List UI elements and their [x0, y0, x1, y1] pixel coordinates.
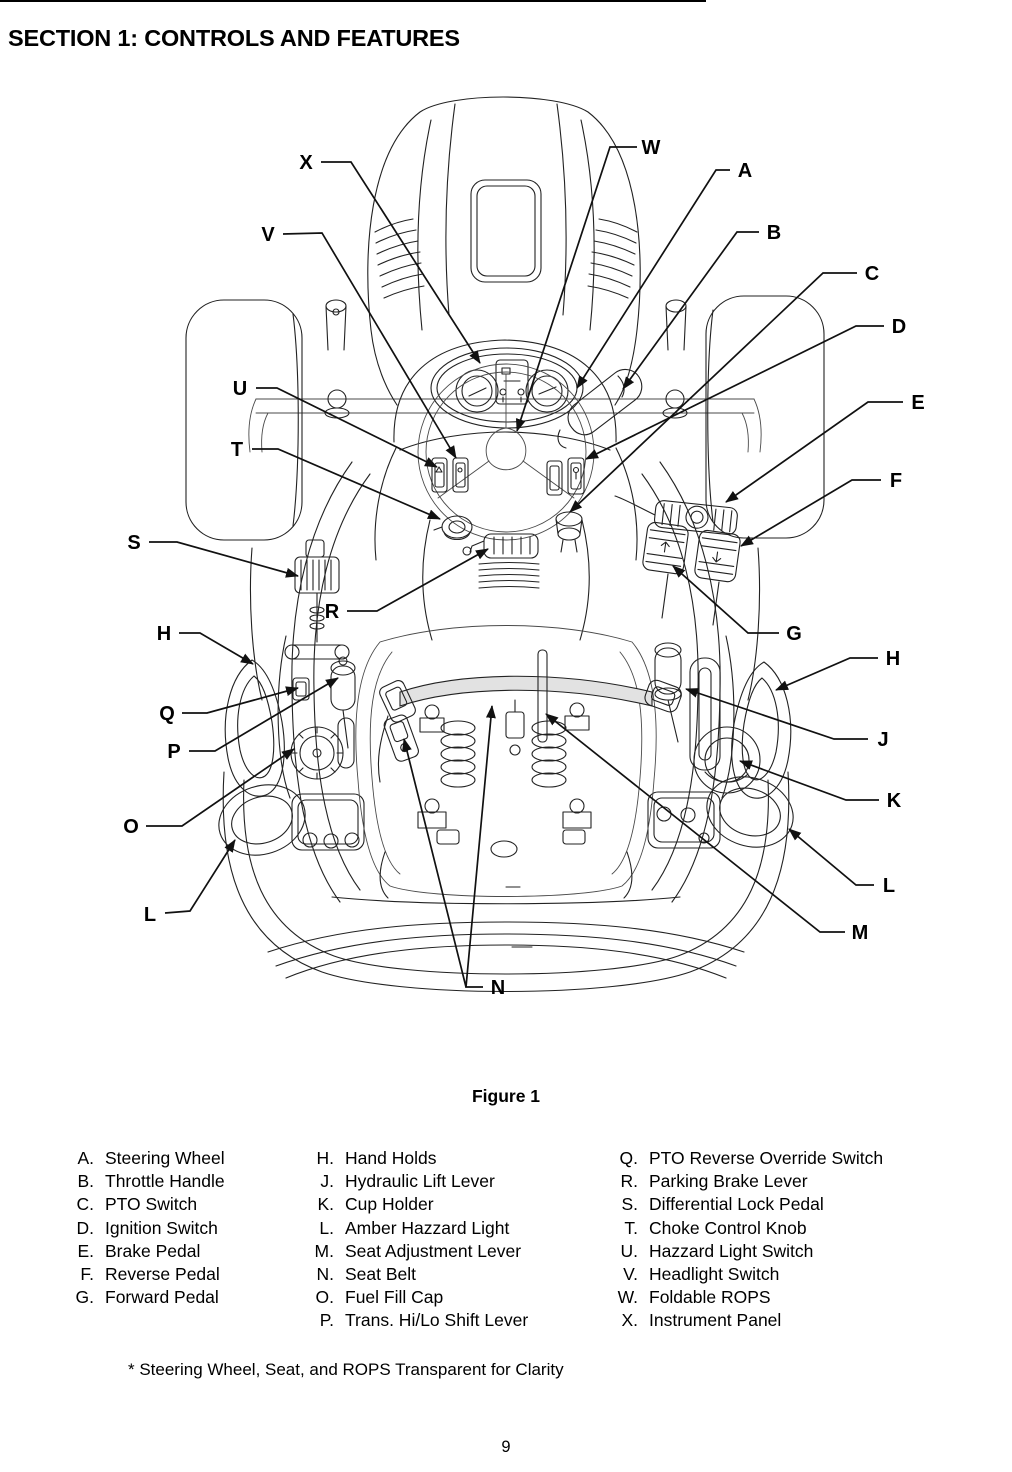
rear-deck [223, 772, 789, 992]
legend-item-N [296, 1263, 596, 1286]
legend-item-E [56, 1240, 296, 1263]
legend-letter: O. [315, 1287, 334, 1308]
legend-label: Forward Pedal [105, 1287, 219, 1308]
legend-letter: V. [623, 1264, 638, 1285]
legend-letter: F. [80, 1264, 94, 1285]
legend-item-R [600, 1170, 960, 1193]
legend-column-3 [600, 1147, 960, 1333]
legend-label: Hydraulic Lift Lever [345, 1171, 495, 1192]
legend-label: Hand Holds [345, 1148, 437, 1169]
legend-letter: U. [620, 1240, 638, 1261]
legend-letter: C. [76, 1194, 94, 1215]
callout-letter-N: N [490, 977, 506, 999]
legend-label: Seat Belt [345, 1264, 417, 1285]
legend-letter: A. [77, 1148, 94, 1169]
dash-grille [479, 563, 539, 589]
legend-item-F [56, 1263, 296, 1286]
seat-belt [378, 676, 684, 782]
legend-label: Amber Hazzard Light [345, 1217, 510, 1238]
legend-item-V [600, 1263, 960, 1286]
legend-label: Headlight Switch [649, 1264, 780, 1285]
right-foot-platform [648, 792, 720, 848]
left-rear-tire [186, 300, 302, 540]
seat-adjustment-lever [538, 650, 547, 742]
callout-leader-S [149, 542, 298, 576]
legend-letter: H. [316, 1148, 334, 1169]
legend-label: Brake Pedal [105, 1240, 201, 1261]
callout-letter-F: F [889, 470, 903, 492]
callout-letter-W: W [641, 137, 661, 159]
legend-item-B [56, 1170, 296, 1193]
left-vent [375, 219, 424, 298]
legend-letter: T. [624, 1217, 638, 1238]
seat-feet [437, 830, 585, 857]
callout-leader-L-left [165, 840, 235, 913]
legend-label: PTO Switch [105, 1194, 198, 1215]
legend-item-X [600, 1309, 960, 1332]
callout-letter-R: R [324, 601, 340, 623]
callout-letter-K: K [886, 790, 902, 812]
callout-leader-Q [182, 688, 298, 713]
callout-leader-F [741, 480, 881, 546]
reverse-pedal [694, 529, 741, 582]
legend-item-C [56, 1193, 296, 1216]
callout-letter-P: P [167, 741, 181, 763]
legend-label: Parking Brake Lever [649, 1171, 808, 1192]
rops-bar [249, 399, 761, 452]
callouts [123, 137, 924, 999]
callout-leader-H-left [179, 633, 253, 664]
legend-letter: R. [620, 1171, 638, 1192]
callout-letter-O: O [123, 816, 139, 838]
callout-letter-S: S [127, 532, 141, 554]
legend-label: Instrument Panel [649, 1310, 782, 1331]
legend-label: Trans. Hi/Lo Shift Lever [345, 1310, 529, 1331]
legend-letter: B. [77, 1171, 94, 1192]
legend-letter: Q. [619, 1148, 638, 1169]
figure-footnote: * Steering Wheel, Seat, and ROPS Transparent for Clarity [128, 1360, 564, 1379]
callout-leader-E [726, 402, 903, 502]
differential-lock-pedal [285, 540, 349, 659]
center-display [496, 360, 528, 404]
legend-label: Throttle Handle [105, 1171, 225, 1192]
legend-label: Hazzard Light Switch [649, 1240, 814, 1261]
callout-letter-Q: Q [159, 703, 175, 725]
callout-letter-C: C [864, 263, 880, 285]
legend-letter: P. [319, 1310, 334, 1331]
right-vent [588, 219, 637, 298]
legend-letter: N. [316, 1264, 334, 1285]
accessory-switch [547, 461, 562, 495]
seat-latch [506, 700, 524, 755]
page-title: SECTION 1: CONTROLS AND FEATURES [8, 24, 460, 51]
hood-window [471, 180, 541, 282]
legend-item-J [296, 1170, 596, 1193]
legend-letter: D. [76, 1217, 94, 1238]
legend-letter: L. [319, 1217, 334, 1238]
legend-item-U [600, 1240, 960, 1263]
legend-letter: K. [317, 1194, 334, 1215]
legend-item-W [600, 1286, 960, 1309]
legend-letter: J. [320, 1171, 334, 1192]
headlight-switch [453, 458, 468, 492]
legend-item-A [56, 1147, 296, 1170]
legend-letter: S. [621, 1194, 638, 1215]
seat-suspension [418, 703, 591, 828]
callout-letter-D: D [891, 316, 907, 338]
legend-item-H [296, 1147, 596, 1170]
legend-label: Ignition Switch [105, 1217, 218, 1238]
legend-label: Fuel Fill Cap [345, 1287, 444, 1308]
mower-illustration [186, 97, 824, 992]
callout-letter-H-right: H [885, 648, 901, 670]
callout-letter-E: E [911, 392, 925, 414]
legend-letter: W. [617, 1287, 638, 1308]
legend-item-Q [600, 1147, 960, 1170]
callout-leader-R [347, 549, 488, 611]
legend-label: Choke Control Knob [649, 1217, 807, 1238]
legend-item-L [296, 1217, 596, 1240]
legend-label: Differential Lock Pedal [649, 1194, 824, 1215]
left-gauge [456, 370, 498, 412]
callout-letter-L-left: L [143, 904, 157, 926]
legend-label: Reverse Pedal [105, 1264, 220, 1285]
legend-letter: X. [621, 1310, 638, 1331]
ignition-switch [568, 458, 584, 494]
legend-letter: M. [314, 1240, 334, 1261]
callout-letter-V: V [261, 224, 275, 246]
callout-letter-L-right: L [882, 875, 896, 897]
callout-leader-K [740, 761, 879, 800]
callout-leader-A [577, 170, 730, 388]
legend-item-P [296, 1309, 596, 1332]
legend-label: Seat Adjustment Lever [345, 1240, 522, 1261]
callout-letter-A: A [737, 160, 753, 182]
legend-label: Steering Wheel [105, 1148, 225, 1169]
legend-item-M [296, 1240, 596, 1263]
callout-letter-M: M [851, 922, 869, 944]
right-rear-tire [706, 296, 824, 538]
instrument-panel [431, 348, 583, 428]
callout-letter-G: G [786, 623, 802, 645]
legend-item-D [56, 1217, 296, 1240]
callout-leader-G [673, 566, 779, 633]
legend-item-S [600, 1193, 960, 1216]
hydraulic-lift-lever [655, 643, 720, 770]
legend-item-O [296, 1286, 596, 1309]
legend-item-T [600, 1217, 960, 1240]
right-amber-hazard-light [698, 766, 803, 858]
callout-leader-V [283, 233, 456, 458]
callout-letter-T: T [230, 439, 244, 461]
page-number: 9 [501, 1438, 511, 1456]
callout-letter-X: X [299, 152, 313, 174]
legend-item-G [56, 1286, 296, 1309]
legend-label: Foldable ROPS [649, 1287, 771, 1308]
callout-letter-B: B [766, 222, 782, 244]
legend-label: PTO Reverse Override Switch [649, 1148, 884, 1169]
legend-item-K [296, 1193, 596, 1216]
callout-letter-J: J [877, 729, 889, 751]
callout-leader-D [586, 326, 884, 459]
legend-column-1 [56, 1147, 296, 1309]
legend-column-2 [296, 1147, 596, 1333]
legend-letter: G. [75, 1287, 94, 1308]
callout-leader-B [623, 232, 759, 389]
callout-leader-L-right [789, 829, 874, 885]
legend-letter: E. [77, 1240, 94, 1261]
callout-letter-U: U [232, 378, 248, 400]
callout-leader-H-right [776, 658, 878, 690]
legend-label: Cup Holder [345, 1194, 434, 1215]
callout-letter-H-left: H [156, 623, 172, 645]
callout-leader-T [252, 449, 440, 519]
figure-caption: Figure 1 [471, 1086, 541, 1106]
pto-switch-knob [556, 512, 582, 552]
